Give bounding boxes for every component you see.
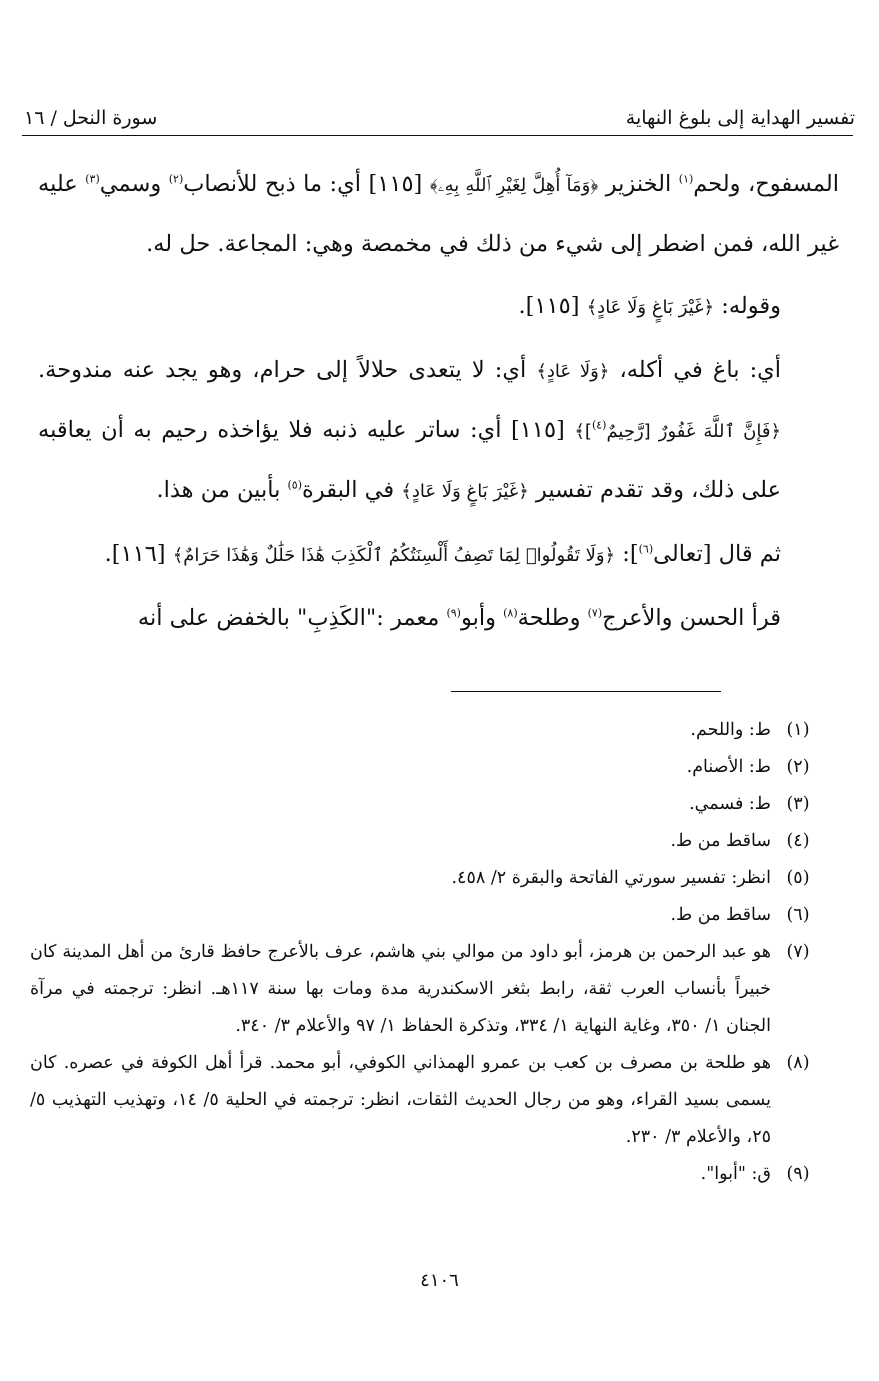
quran-verse: ﴿فَإِنَّ ٱللَّهَ غَفُورٌ [رَّحِيمٌ xyxy=(606,421,781,442)
footnote-text: ط: واللحم. xyxy=(690,720,771,740)
paragraph-text: قرأ الحسن والأعرج xyxy=(602,605,781,631)
book-title: تفسير الهداية إلى بلوغ النهاية xyxy=(625,107,855,129)
paragraph xyxy=(38,589,839,647)
footnote-item xyxy=(30,860,825,897)
footnote-ref: (١) xyxy=(678,172,694,186)
footnote-number: (٦) xyxy=(786,905,810,925)
footnote-number: (٣) xyxy=(786,794,810,814)
paragraph-text: المسفوح، ولحم xyxy=(693,171,839,197)
footnote-item xyxy=(30,1045,825,1156)
footnote-ref: (٤) xyxy=(591,418,607,432)
footnote-ref: (٥) xyxy=(287,478,302,492)
paragraph-text: أي: لا يتعدى حلالاً إلى حرام، وهو يجد عنه مندوحة. xyxy=(38,357,537,383)
footnote-text: هو عبد الرحمن بن هرمز، أبو داود من موالي بني هاشم، عرف بالأعرج حافظ قارئ من أهل المدينة كان خبيراً بأنساب العرب ثقة، رابط بثغر الاسكندرية مدة ومات بها سنة ١١٧هـ. انظر: ترجمته في مرآة الجنان ١/ ٣٥٠، وغاية النهاية ١/ ٣٣٤، وتذكرة الحفاظ ١/ ٩٧ والأعلام ٣/ ٣٤٠. xyxy=(30,942,771,1036)
footnote-number: (٤) xyxy=(786,831,810,851)
footnote-number: (٢) xyxy=(786,757,810,777)
footnote-number: (٨) xyxy=(786,1053,810,1073)
footnote-item xyxy=(30,897,825,934)
paragraph-text: [١١٦]. xyxy=(104,541,173,567)
paragraph-text: معمر :"الكَذِبِ" بالخفض على أنه xyxy=(137,605,447,631)
footnote-ref: (٨) xyxy=(503,606,518,620)
footnote-ref: (٢) xyxy=(168,172,184,186)
footnote-text: ط: الأصنام. xyxy=(686,757,771,777)
footnote-text: انظر: تفسير سورتي الفاتحة والبقرة ٢/ ٤٥٨. xyxy=(451,868,771,888)
paragraph-text: في البقرة xyxy=(302,477,402,503)
quran-verse: ﴿وَلَا عَادٍ﴾ xyxy=(536,361,610,382)
paragraph-text: [١١٥]. xyxy=(518,293,587,319)
page-number: ٤١٠٦ xyxy=(420,1270,459,1291)
main-text xyxy=(38,155,839,647)
footnote-number: (١) xyxy=(786,720,810,740)
paragraph-text: الخنزير xyxy=(598,171,679,197)
paragraph-text: وأبو xyxy=(460,605,504,631)
paragraph-text: وطلحة xyxy=(517,605,588,631)
footnote-text: ق: "أبوا". xyxy=(700,1164,771,1184)
paragraph-text: عليه غير الله، فمن اضطر إلى شيء من ذلك في مخمصة وهي: المجاعة. حل له. xyxy=(38,171,839,257)
footnote-text: هو طلحة بن مصرف بن كعب بن عمرو الهمذاني الكوفي، أبو محمد. قرأ أهل الكوفة في عصره. كان يسمى بسيد القراء، وهو من رجال الحديث الثقات، انظر: ترجمته في الحلية ٥/ ١٤، وتهذيب التهذيب ٥/ ٢٥، والأعلام ٣/ ٢٣٠. xyxy=(30,1053,771,1147)
footnote-separator xyxy=(451,691,721,692)
footnote-item xyxy=(30,934,825,1045)
footnote-number: (٧) xyxy=(786,942,810,962)
quran-verse: ﴿وَمَآ أُهِلَّ لِغَيْرِ ٱللَّهِ بِهِۦ﴾ xyxy=(429,175,599,196)
paragraph xyxy=(38,525,839,585)
footnotes xyxy=(30,712,825,1193)
footnote-item xyxy=(30,749,825,786)
footnote-ref: (٩) xyxy=(446,606,461,620)
footnote-item xyxy=(30,1156,825,1193)
footnote-item xyxy=(30,712,825,749)
paragraph xyxy=(38,341,839,521)
paragraph xyxy=(38,277,839,337)
footnote-item xyxy=(30,786,825,823)
running-header xyxy=(24,95,855,129)
paragraph-text: ثم قال [تعالى xyxy=(653,541,781,567)
paragraph-text: أي: باغ في أكله، xyxy=(609,357,782,383)
footnote-number: (٥) xyxy=(786,868,810,888)
surah-page-label: سورة النحل / ١٦ xyxy=(24,107,158,129)
quran-verse: ﴿غَيْرَ بَاغٍ وَلَا عَادٍ﴾ xyxy=(401,481,529,502)
footnote-text: ساقط من ط. xyxy=(670,905,771,925)
footnote-text: ط: فسمي. xyxy=(689,794,771,814)
paragraph-text: [١١٥] أي: ما ذبح للأنصاب xyxy=(183,171,430,197)
footnote-number: (٩) xyxy=(786,1164,810,1184)
paragraph-text: وقوله: xyxy=(714,293,781,319)
paragraph-text: ]: xyxy=(615,541,639,567)
footnote-text: ساقط من ط. xyxy=(670,831,771,851)
footnote-ref: (٦) xyxy=(638,542,654,556)
paragraph-text: بأبين من هذا. xyxy=(156,477,288,503)
quran-verse: ﴿غَيْرَ بَاغٍ وَلَا عَادٍ﴾ xyxy=(586,297,715,318)
footnote-ref: (٣) xyxy=(85,172,100,186)
quran-verse: ]﴾ xyxy=(574,421,592,442)
paragraph-text: وسمي xyxy=(99,171,169,197)
paragraph-text: [١١٥] أي: ساتر عليه ذنبه فلا يؤاخذه رحيم به أن يعاقبه على ذلك، وقد تقدم تفسير xyxy=(38,417,781,503)
paragraph xyxy=(38,155,839,273)
footnote-item xyxy=(30,823,825,860)
quran-verse: ﴿وَلَا تَقُولُوا۟ لِمَا تَصِفُ أَلْسِنَتُكُمُ ٱلْكَذِبَ هَٰذَا حَلَٰلٌ وَهَٰذَا حَرَامٌ﴾ xyxy=(172,545,616,566)
header-rule xyxy=(22,135,853,136)
footnote-ref: (٧) xyxy=(587,606,603,620)
